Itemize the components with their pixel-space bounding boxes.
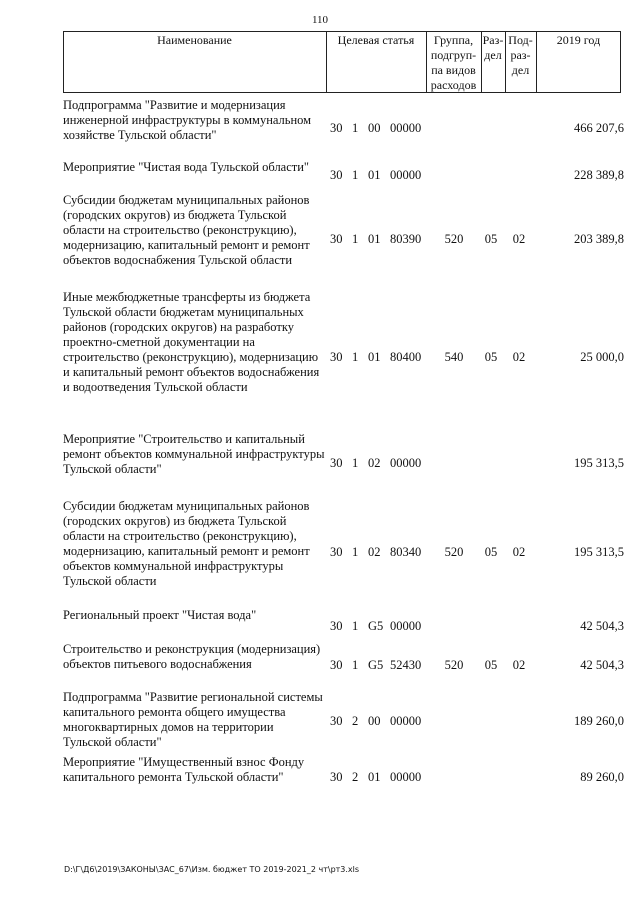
- row-name: Подпрограмма "Развитие и модернизация инженерной инфраструктуры в коммунальном хозяйстве Тульской области": [63, 98, 312, 142]
- header-target: Целевая статья: [337, 33, 415, 47]
- row-code: 30: [330, 168, 343, 182]
- row-name: Строительство и реконструкция (модернизация) объектов питьевого водоснабжения: [63, 642, 321, 671]
- row-code: 80390: [390, 232, 422, 246]
- row-code: 01: [368, 168, 381, 182]
- row-amount: 42 504,3: [580, 619, 624, 633]
- row-code: 30: [330, 714, 343, 728]
- row-code: 1: [352, 232, 359, 246]
- row-name: Мероприятие "Имущественный взнос Фонду капитального ремонта Тульской области": [63, 755, 305, 784]
- row-code: G5: [368, 619, 384, 633]
- row-code: 00000: [390, 121, 422, 135]
- row-code: 02: [368, 456, 381, 470]
- row-code: 00000: [390, 168, 422, 182]
- row-razdel: 05: [484, 350, 498, 364]
- row-code: 02: [368, 545, 381, 559]
- row-podrazdel: 02: [512, 232, 526, 246]
- header-razdel: Раз- дел: [482, 33, 504, 62]
- row-amount: 89 260,0: [580, 770, 624, 784]
- header-podrazdel: Под- раз- дел: [508, 33, 533, 77]
- row-amount: 42 504,3: [580, 658, 624, 672]
- row-code: 00000: [390, 456, 422, 470]
- row-amount: 189 260,0: [574, 714, 624, 728]
- row-code: 52430: [390, 658, 422, 672]
- row-code: 01: [368, 232, 381, 246]
- row-code: 2: [352, 770, 359, 784]
- row-group: 540: [444, 350, 464, 364]
- row-podrazdel: 02: [512, 350, 526, 364]
- row-code: 30: [330, 770, 343, 784]
- row-name: Иные межбюджетные трансферты из бюджета Тульской области бюджетам муниципальных районов (городских округов) на разработку проектно-сметной документации на строительство (реконструкцию), модернизацию и капитальный ремонт объектов водоснабжения и водоотведения Тульской области: [63, 290, 320, 394]
- row-amount: 195 313,5: [574, 545, 624, 559]
- row-code: 01: [368, 770, 381, 784]
- row-name: Мероприятие "Чистая вода Тульской области": [63, 160, 310, 174]
- row-amount: 25 000,0: [580, 350, 624, 364]
- row-amount: 466 207,6: [574, 121, 624, 135]
- row-code: 30: [330, 658, 343, 672]
- row-name: Региональный проект "Чистая вода": [63, 608, 257, 622]
- row-code: 30: [330, 619, 343, 633]
- row-code: G5: [368, 658, 384, 672]
- row-group: 520: [444, 545, 464, 559]
- page-number: 110: [311, 14, 329, 26]
- row-name: Мероприятие "Строительство и капитальный ремонт объектов коммунальной инфраструктуры Тульской области": [63, 432, 325, 476]
- row-razdel: 05: [484, 545, 498, 559]
- row-code: 1: [352, 350, 359, 364]
- row-code: 2: [352, 714, 359, 728]
- row-code: 1: [352, 121, 359, 135]
- row-code: 1: [352, 168, 359, 182]
- row-code: 00: [368, 121, 381, 135]
- row-code: 30: [330, 121, 343, 135]
- header-group: Группа, подгруп- па видов расходов: [430, 33, 477, 92]
- row-code: 1: [352, 456, 359, 470]
- row-code: 1: [352, 658, 359, 672]
- row-amount: 203 389,8: [574, 232, 624, 246]
- row-group: 520: [444, 658, 464, 672]
- header-year: 2019 год: [556, 33, 601, 47]
- row-code: 1: [352, 545, 359, 559]
- row-code: 00: [368, 714, 381, 728]
- row-code: 30: [330, 232, 343, 246]
- row-code: 30: [330, 545, 343, 559]
- row-razdel: 05: [484, 658, 498, 672]
- row-name: Субсидии бюджетам муниципальных районов (городских округов) из бюджета Тульской области на строительство (реконструкцию), модернизацию, капитальный ремонт и ремонт объектов водоснабжения Тульской области: [63, 193, 310, 267]
- row-code: 01: [368, 350, 381, 364]
- row-amount: 228 389,8: [574, 168, 624, 182]
- row-name: Подпрограмма "Развитие региональной системы капитального ремонта общего имущества многоквартирных домов на территории Тульской области": [63, 690, 323, 749]
- row-code: 80340: [390, 545, 422, 559]
- row-code: 80400: [390, 350, 422, 364]
- row-razdel: 05: [484, 232, 498, 246]
- row-group: 520: [444, 232, 464, 246]
- row-code: 00000: [390, 619, 422, 633]
- row-code: 00000: [390, 714, 422, 728]
- row-code: 30: [330, 350, 343, 364]
- row-podrazdel: 02: [512, 545, 526, 559]
- row-code: 00000: [390, 770, 422, 784]
- row-podrazdel: 02: [512, 658, 526, 672]
- row-amount: 195 313,5: [574, 456, 624, 470]
- footer-file-path: D:\Г\Д6\2019\ЗАКОНЫ\ЗАС_67\Изм. бюджет ТО 2019-2021_2 чт\рт3.xls: [64, 865, 360, 874]
- row-name: Субсидии бюджетам муниципальных районов (городских округов) из бюджета Тульской области на строительство (реконструкцию), модернизацию, капитальный ремонт и ремонт объектов коммунальной инфраструктуры Тульской области: [63, 499, 310, 588]
- header-name: Наименование: [157, 33, 232, 47]
- row-code: 1: [352, 619, 359, 633]
- row-code: 30: [330, 456, 343, 470]
